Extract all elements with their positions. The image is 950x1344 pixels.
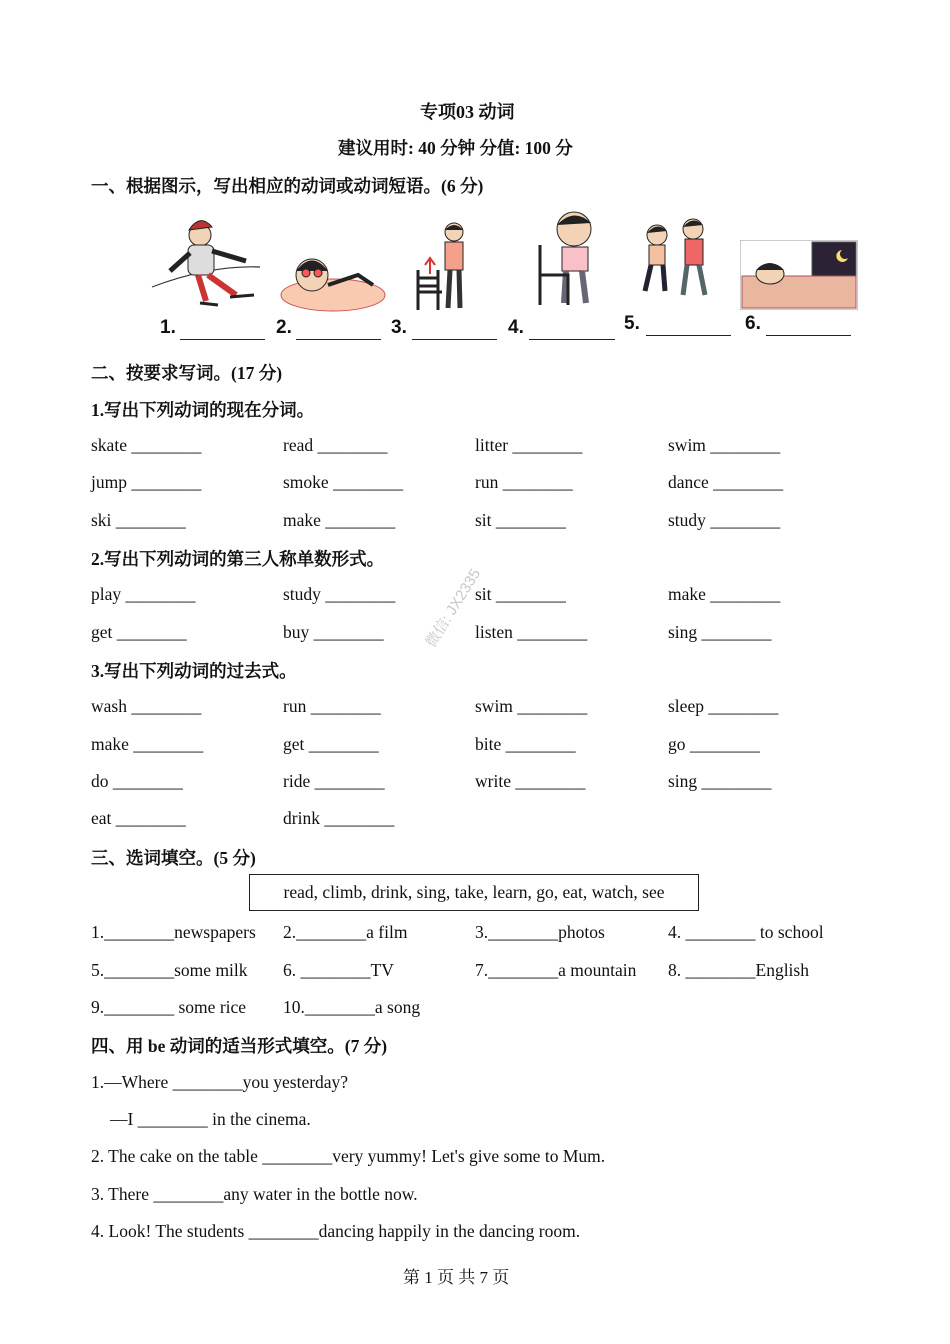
section2-part1-heading: 1.写出下列动词的现在分词。 [91, 400, 315, 420]
section2-heading: 二、按要求写词。(17 分) [91, 363, 283, 383]
sentence-line[interactable]: 4. Look! The students ________dancing happily in the dancing room. [91, 1221, 581, 1241]
word-item[interactable]: eat ________ [91, 808, 186, 828]
word-item[interactable]: make ________ [283, 510, 396, 530]
pic-number-1: 1. [160, 317, 176, 338]
fill-item[interactable]: 4. ________ to school [668, 922, 824, 942]
picture-row [150, 205, 860, 350]
fill-item[interactable]: 3.________photos [475, 922, 605, 942]
word-item[interactable]: wash ________ [91, 696, 202, 716]
page-footer: 第 1 页 共 7 页 [403, 1268, 510, 1287]
answer-line-1[interactable] [180, 339, 265, 340]
word-item[interactable]: drink ________ [283, 808, 395, 828]
section3-heading: 三、选词填空。(5 分) [91, 848, 256, 868]
answer-line-6[interactable] [766, 335, 851, 336]
word-item[interactable]: swim ________ [668, 435, 781, 455]
answer-line-4[interactable] [529, 339, 615, 340]
word-item[interactable]: make ________ [91, 734, 204, 754]
sleeping-girl-icon [740, 240, 858, 310]
page-title: 专项03 动词 [420, 102, 515, 122]
sentence-line[interactable]: 2. The cake on the table ________very yummy! Let's give some to Mum. [91, 1146, 606, 1166]
answer-line-3[interactable] [412, 339, 497, 340]
pic-number-6: 6. [745, 313, 761, 334]
word-item[interactable]: jump ________ [91, 472, 202, 492]
watermark-text: 微信: JX2335 [422, 565, 485, 651]
word-item[interactable]: sit ________ [475, 584, 566, 604]
pic-number-3: 3. [391, 317, 407, 338]
section4-heading: 四、用 be 动词的适当形式填空。(7 分) [91, 1036, 388, 1056]
word-item[interactable]: ski ________ [91, 510, 186, 530]
word-item[interactable]: listen ________ [475, 622, 588, 642]
page-subtitle: 建议用时: 40 分钟 分值: 100 分 [338, 138, 573, 158]
fill-item[interactable]: 8. ________English [668, 960, 809, 980]
stand-up-boy-icon [412, 220, 477, 315]
section1-heading: 一、根据图示，写出相应的动词或动词短语。(6 分) [91, 176, 484, 196]
word-item[interactable]: read ________ [283, 435, 388, 455]
word-bank-box: read, climb, drink, sing, take, learn, go, eat, watch, see [249, 874, 699, 911]
word-item[interactable]: run ________ [475, 472, 573, 492]
word-item[interactable]: play ________ [91, 584, 196, 604]
word-item[interactable]: dance ________ [668, 472, 784, 492]
answer-line-5[interactable] [646, 335, 731, 336]
word-item[interactable]: ride ________ [283, 771, 385, 791]
word-item[interactable]: run ________ [283, 696, 381, 716]
word-item[interactable]: smoke ________ [283, 472, 404, 492]
swimming-boy-icon [278, 245, 388, 320]
pic-number-2: 2. [276, 317, 292, 338]
word-item[interactable]: study ________ [668, 510, 781, 530]
sentence-line[interactable]: 3. There ________any water in the bottle now. [91, 1184, 418, 1204]
word-item[interactable]: swim ________ [475, 696, 588, 716]
section2-part3-heading: 3.写出下列动词的过去式。 [91, 661, 297, 681]
fill-item[interactable]: 5.________some milk [91, 960, 248, 980]
word-item[interactable]: sit ________ [475, 510, 566, 530]
fill-item[interactable]: 9.________ some rice [91, 997, 247, 1017]
word-item[interactable]: make ________ [668, 584, 781, 604]
sentence-line[interactable]: —I ________ in the cinema. [110, 1109, 311, 1129]
fill-item[interactable]: 6. ________TV [283, 960, 394, 980]
word-item[interactable]: sleep ________ [668, 696, 779, 716]
sentence-line[interactable]: 1.—Where ________you yesterday? [91, 1072, 349, 1092]
word-item[interactable]: get ________ [91, 622, 187, 642]
fill-item[interactable]: 10.________a song [283, 997, 421, 1017]
skating-boy-icon [150, 205, 270, 315]
word-item[interactable]: do ________ [91, 771, 183, 791]
word-item[interactable]: study ________ [283, 584, 396, 604]
word-item[interactable]: litter ________ [475, 435, 583, 455]
word-item[interactable]: sing ________ [668, 771, 772, 791]
sit-down-boy-icon [530, 205, 610, 315]
pic-number-5: 5. [624, 313, 640, 334]
running-children-icon [635, 215, 725, 310]
pic-number-4: 4. [508, 317, 524, 338]
word-item[interactable]: bite ________ [475, 734, 576, 754]
word-item[interactable]: get ________ [283, 734, 379, 754]
word-item[interactable]: go ________ [668, 734, 760, 754]
fill-item[interactable]: 2.________a film [283, 922, 408, 942]
word-item[interactable]: write ________ [475, 771, 586, 791]
word-item[interactable]: skate ________ [91, 435, 202, 455]
word-item[interactable]: sing ________ [668, 622, 772, 642]
word-item[interactable]: buy ________ [283, 622, 384, 642]
section2-part2-heading: 2.写出下列动词的第三人称单数形式。 [91, 549, 385, 569]
answer-line-2[interactable] [296, 339, 381, 340]
fill-item[interactable]: 7.________a mountain [475, 960, 637, 980]
fill-item[interactable]: 1.________newspapers [91, 922, 256, 942]
